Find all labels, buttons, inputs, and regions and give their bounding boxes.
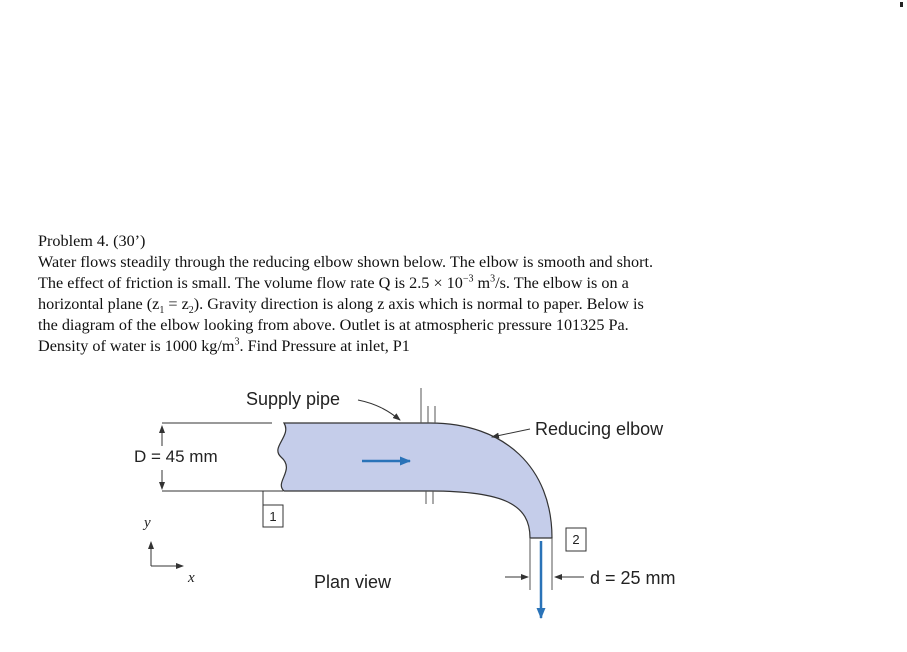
problem-line-1-text: Water flows steadily through the reducing elbow shown below. The elbow is smooth and short.	[38, 253, 654, 271]
density-text: Density of water is 1000 kg/m	[38, 337, 235, 355]
reducing-elbow-leader	[492, 429, 530, 437]
problem-title: Problem 4. (30’)	[38, 232, 146, 250]
flow-rate-tail: /s. The elbow is on a	[495, 274, 629, 292]
z1-subscript: 1	[159, 305, 165, 317]
plan-view-label: Plan view	[314, 572, 392, 592]
question-text: . Find Pressure at inlet, P1	[239, 337, 410, 355]
reducing-elbow-label: Reducing elbow	[535, 419, 664, 439]
gravity-text: ). Gravity direction is along z axis which is normal to paper. Below is	[193, 295, 644, 313]
section-1-label: 1	[269, 509, 277, 524]
supply-pipe-leader	[358, 400, 400, 420]
density-exponent: 3	[234, 336, 240, 348]
flow-rate-exponent: −3	[462, 273, 474, 285]
elbow-pipe-body	[278, 423, 552, 538]
outlet-diameter-label: d = 25 mm	[590, 568, 676, 588]
plane-text: horizontal plane (z	[38, 295, 160, 313]
inlet-diameter-label: D = 45 mm	[134, 447, 218, 466]
plane-equals: = z	[164, 295, 189, 313]
section-2-label: 2	[572, 532, 580, 547]
axis-y-label: y	[144, 515, 151, 531]
axis-x-label: x	[188, 570, 195, 586]
flow-rate-text: The effect of friction is small. The volume flow rate Q is 2.5 × 10	[38, 274, 463, 292]
supply-pipe-label: Supply pipe	[246, 389, 341, 409]
flow-rate-unit: m	[473, 274, 491, 292]
flow-rate-unit-exponent: 3	[490, 273, 496, 285]
z2-subscript: 2	[188, 305, 194, 317]
problem-line-4-text: the diagram of the elbow looking from above. Outlet is at atmospheric pressure 101325 Pa.	[38, 316, 629, 334]
